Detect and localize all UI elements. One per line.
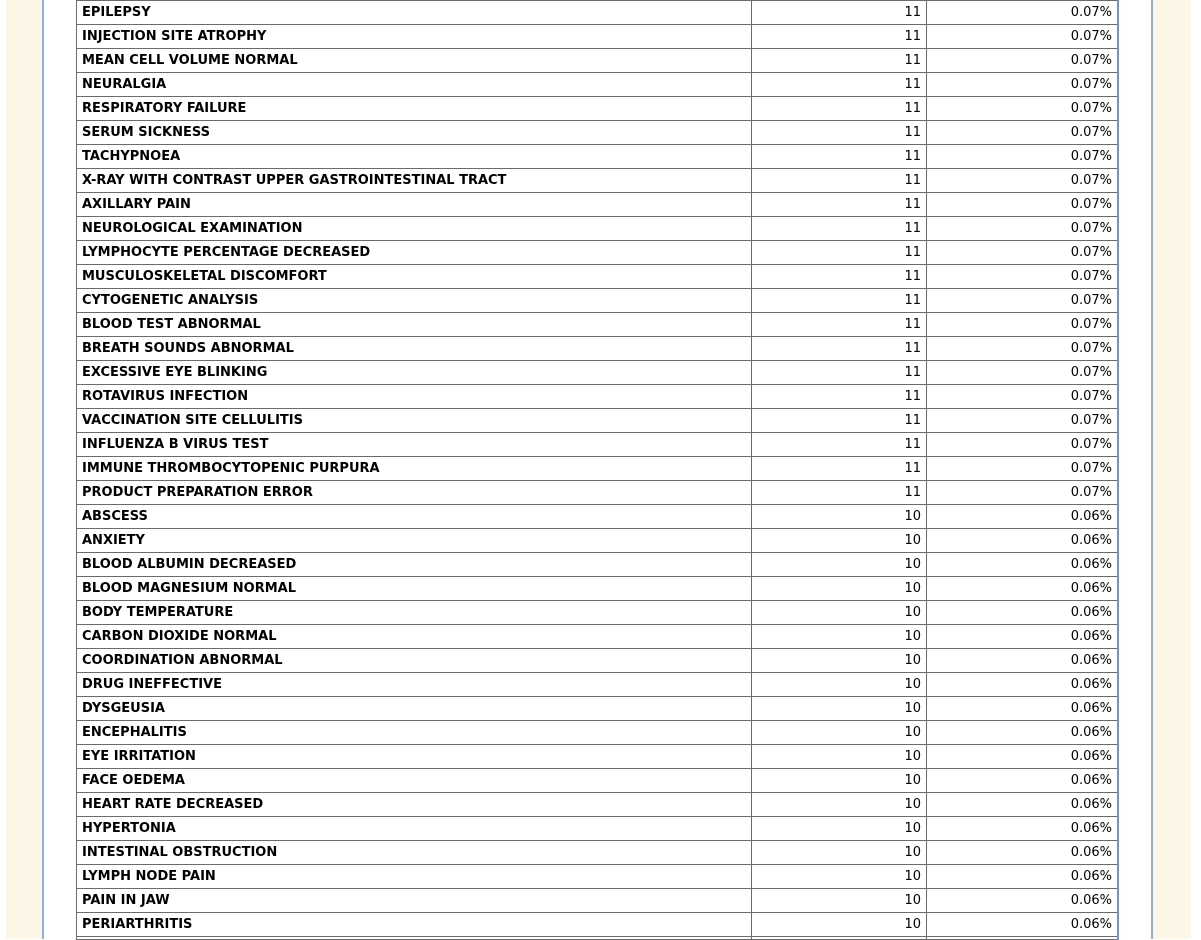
event-name-cell: BLOOD ALBUMIN DECREASED bbox=[77, 553, 752, 577]
event-count-cell: 11 bbox=[752, 1, 927, 25]
event-percent-cell: 0.07% bbox=[927, 145, 1119, 169]
event-percent-cell: 0.07% bbox=[927, 289, 1119, 313]
table-body bbox=[77, 1, 1119, 940]
table-row bbox=[77, 265, 1119, 289]
event-count-cell: 10 bbox=[752, 841, 927, 865]
event-percent-cell: 0.06% bbox=[927, 505, 1119, 529]
event-count-cell: 11 bbox=[752, 241, 927, 265]
event-percent-cell: 0.06% bbox=[927, 721, 1119, 745]
event-count-cell: 11 bbox=[752, 97, 927, 121]
event-count-cell: 11 bbox=[752, 289, 927, 313]
event-count-cell: 11 bbox=[752, 169, 927, 193]
event-count-cell: 10 bbox=[752, 529, 927, 553]
event-name-cell: CYTOGENETIC ANALYSIS bbox=[77, 289, 752, 313]
event-count-cell: 10 bbox=[752, 769, 927, 793]
event-name-cell: MEAN CELL VOLUME NORMAL bbox=[77, 49, 752, 73]
event-percent-cell: 0.06% bbox=[927, 577, 1119, 601]
event-percent-cell: 0.06% bbox=[927, 841, 1119, 865]
table-row bbox=[77, 697, 1119, 721]
table-row bbox=[77, 865, 1119, 889]
event-name-cell: LYMPHOCYTE PERCENTAGE DECREASED bbox=[77, 241, 752, 265]
event-percent-cell: 0.06% bbox=[927, 601, 1119, 625]
table-row bbox=[77, 145, 1119, 169]
table-row bbox=[77, 217, 1119, 241]
event-count-cell: 11 bbox=[752, 313, 927, 337]
table-row bbox=[77, 409, 1119, 433]
table-row bbox=[77, 721, 1119, 745]
event-count-cell: 11 bbox=[752, 25, 927, 49]
event-count-cell: 10 bbox=[752, 577, 927, 601]
event-name-cell: DYSGEUSIA bbox=[77, 697, 752, 721]
event-name-cell: TACHYPNOEA bbox=[77, 145, 752, 169]
event-percent-cell: 0.07% bbox=[927, 193, 1119, 217]
table-row bbox=[77, 73, 1119, 97]
table-row bbox=[77, 649, 1119, 673]
event-count-cell: 10 bbox=[752, 625, 927, 649]
event-count-cell: 10 bbox=[752, 889, 927, 913]
event-percent-cell: 0.07% bbox=[927, 25, 1119, 49]
event-percent-cell: 0.06% bbox=[927, 769, 1119, 793]
adverse-event-table bbox=[76, 0, 1119, 940]
table-row bbox=[77, 745, 1119, 769]
table-row bbox=[77, 49, 1119, 73]
event-name-cell: ABSCESS bbox=[77, 505, 752, 529]
event-percent-cell: 0.07% bbox=[927, 361, 1119, 385]
table-row bbox=[77, 313, 1119, 337]
event-name-cell: AXILLARY PAIN bbox=[77, 193, 752, 217]
event-percent-cell: 0.06% bbox=[927, 817, 1119, 841]
event-name-cell: CARBON DIOXIDE NORMAL bbox=[77, 625, 752, 649]
event-count-cell: 10 bbox=[752, 721, 927, 745]
event-percent-cell: 0.07% bbox=[927, 97, 1119, 121]
event-percent-cell: 0.06% bbox=[927, 889, 1119, 913]
event-name-cell: RESPIRATORY FAILURE bbox=[77, 97, 752, 121]
event-count-cell: 11 bbox=[752, 409, 927, 433]
event-name-cell: PERIARTHRITIS bbox=[77, 913, 752, 937]
event-count-cell: 10 bbox=[752, 673, 927, 697]
event-percent-cell: 0.06% bbox=[927, 697, 1119, 721]
event-name-cell: SERUM SICKNESS bbox=[77, 121, 752, 145]
event-name-cell: NEUROLOGICAL EXAMINATION bbox=[77, 217, 752, 241]
event-count-cell: 11 bbox=[752, 481, 927, 505]
event-count-cell: 10 bbox=[752, 793, 927, 817]
event-name-cell: INFLUENZA B VIRUS TEST bbox=[77, 433, 752, 457]
event-count-cell: 11 bbox=[752, 193, 927, 217]
event-name-cell: NEURALGIA bbox=[77, 73, 752, 97]
event-name-cell: LYMPH NODE PAIN bbox=[77, 865, 752, 889]
table-row bbox=[77, 121, 1119, 145]
event-name-cell: HEART RATE DECREASED bbox=[77, 793, 752, 817]
event-count-cell: 11 bbox=[752, 145, 927, 169]
event-percent-cell: 0.07% bbox=[927, 241, 1119, 265]
event-name-cell: BLOOD MAGNESIUM NORMAL bbox=[77, 577, 752, 601]
event-percent-cell: 0.07% bbox=[927, 73, 1119, 97]
table-row bbox=[77, 241, 1119, 265]
table-row bbox=[77, 337, 1119, 361]
event-name-cell: PRODUCT PREPARATION ERROR bbox=[77, 481, 752, 505]
event-name-cell: BODY TEMPERATURE bbox=[77, 601, 752, 625]
event-name-cell: INTESTINAL OBSTRUCTION bbox=[77, 841, 752, 865]
event-percent-cell: 0.07% bbox=[927, 1, 1119, 25]
event-percent-cell: 0.07% bbox=[927, 457, 1119, 481]
event-percent-cell: 0.06% bbox=[927, 793, 1119, 817]
event-percent-cell: 0.07% bbox=[927, 433, 1119, 457]
table-row bbox=[77, 97, 1119, 121]
table-row bbox=[77, 505, 1119, 529]
event-count-cell: 11 bbox=[752, 73, 927, 97]
event-percent-cell: 0.07% bbox=[927, 121, 1119, 145]
table-row-partial bbox=[77, 937, 1119, 940]
event-name-cell: PAIN IN JAW bbox=[77, 889, 752, 913]
event-percent-cell: 0.07% bbox=[927, 313, 1119, 337]
event-count-cell: 11 bbox=[752, 457, 927, 481]
event-percent-cell: 0.06% bbox=[927, 865, 1119, 889]
event-count-cell: 10 bbox=[752, 817, 927, 841]
table-row bbox=[77, 433, 1119, 457]
table-row bbox=[77, 169, 1119, 193]
event-percent-cell: 0.07% bbox=[927, 217, 1119, 241]
event-count-cell: 10 bbox=[752, 601, 927, 625]
event-count-cell: 10 bbox=[752, 649, 927, 673]
table-row bbox=[77, 889, 1119, 913]
event-count-cell: 11 bbox=[752, 217, 927, 241]
event-name-cell: ENCEPHALITIS bbox=[77, 721, 752, 745]
event-name-cell: IMMUNE THROMBOCYTOPENIC PURPURA bbox=[77, 457, 752, 481]
table-row bbox=[77, 457, 1119, 481]
event-percent-cell: 0.07% bbox=[927, 385, 1119, 409]
event-percent-cell: 0.07% bbox=[927, 409, 1119, 433]
event-percent-cell: 0.06% bbox=[927, 649, 1119, 673]
event-count-cell: 10 bbox=[752, 865, 927, 889]
event-name-cell: BLOOD TEST ABNORMAL bbox=[77, 313, 752, 337]
event-name-cell: ANXIETY bbox=[77, 529, 752, 553]
table-row bbox=[77, 793, 1119, 817]
event-count-cell: 11 bbox=[752, 433, 927, 457]
event-name-cell: INJECTION SITE ATROPHY bbox=[77, 25, 752, 49]
event-percent-cell: 0.06% bbox=[927, 529, 1119, 553]
table-row bbox=[77, 601, 1119, 625]
table-row bbox=[77, 553, 1119, 577]
event-name-cell: FACE OEDEMA bbox=[77, 769, 752, 793]
event-count-cell: 11 bbox=[752, 385, 927, 409]
event-percent-cell: 0.06% bbox=[927, 625, 1119, 649]
event-percent-cell: 0.07% bbox=[927, 169, 1119, 193]
event-percent-cell: 0.07% bbox=[927, 265, 1119, 289]
event-name-cell: ROTAVIRUS INFECTION bbox=[77, 385, 752, 409]
event-count-cell: 10 bbox=[752, 913, 927, 937]
event-count-cell: 10 bbox=[752, 697, 927, 721]
table-row bbox=[77, 25, 1119, 49]
table-row bbox=[77, 817, 1119, 841]
event-name-cell: EPILEPSY bbox=[77, 1, 752, 25]
event-percent-cell: 0.06% bbox=[927, 673, 1119, 697]
event-count-cell: 11 bbox=[752, 49, 927, 73]
event-name-cell: EYE IRRITATION bbox=[77, 745, 752, 769]
event-count-cell: 10 bbox=[752, 553, 927, 577]
event-percent-cell: 0.07% bbox=[927, 481, 1119, 505]
table-row bbox=[77, 193, 1119, 217]
event-count-cell: 10 bbox=[752, 505, 927, 529]
table-row bbox=[77, 841, 1119, 865]
event-name-cell: VACCINATION SITE CELLULITIS bbox=[77, 409, 752, 433]
event-count-cell: 11 bbox=[752, 361, 927, 385]
table-row bbox=[77, 289, 1119, 313]
event-name-cell: X-RAY WITH CONTRAST UPPER GASTROINTESTINAL TRACT bbox=[77, 169, 752, 193]
table-row bbox=[77, 577, 1119, 601]
table-row bbox=[77, 625, 1119, 649]
event-name-cell: HYPERTONIA bbox=[77, 817, 752, 841]
event-percent-cell: 0.07% bbox=[927, 337, 1119, 361]
event-name-cell: MUSCULOSKELETAL DISCOMFORT bbox=[77, 265, 752, 289]
event-count-cell: 11 bbox=[752, 337, 927, 361]
event-percent-cell: 0.06% bbox=[927, 553, 1119, 577]
table-row bbox=[77, 769, 1119, 793]
table-row bbox=[77, 385, 1119, 409]
event-name-cell: DRUG INEFFECTIVE bbox=[77, 673, 752, 697]
event-name-cell: BREATH SOUNDS ABNORMAL bbox=[77, 337, 752, 361]
table-row bbox=[77, 913, 1119, 937]
table-row bbox=[77, 361, 1119, 385]
event-count-cell: 10 bbox=[752, 745, 927, 769]
event-percent-cell: 0.06% bbox=[927, 745, 1119, 769]
table-row bbox=[77, 1, 1119, 25]
event-percent-cell: 0.07% bbox=[927, 49, 1119, 73]
event-name-cell: COORDINATION ABNORMAL bbox=[77, 649, 752, 673]
table-row bbox=[77, 673, 1119, 697]
table-row bbox=[77, 481, 1119, 505]
event-name-cell: EXCESSIVE EYE BLINKING bbox=[77, 361, 752, 385]
event-count-cell: 11 bbox=[752, 265, 927, 289]
event-count-cell: 11 bbox=[752, 121, 927, 145]
table-row bbox=[77, 529, 1119, 553]
event-percent-cell: 0.06% bbox=[927, 913, 1119, 937]
